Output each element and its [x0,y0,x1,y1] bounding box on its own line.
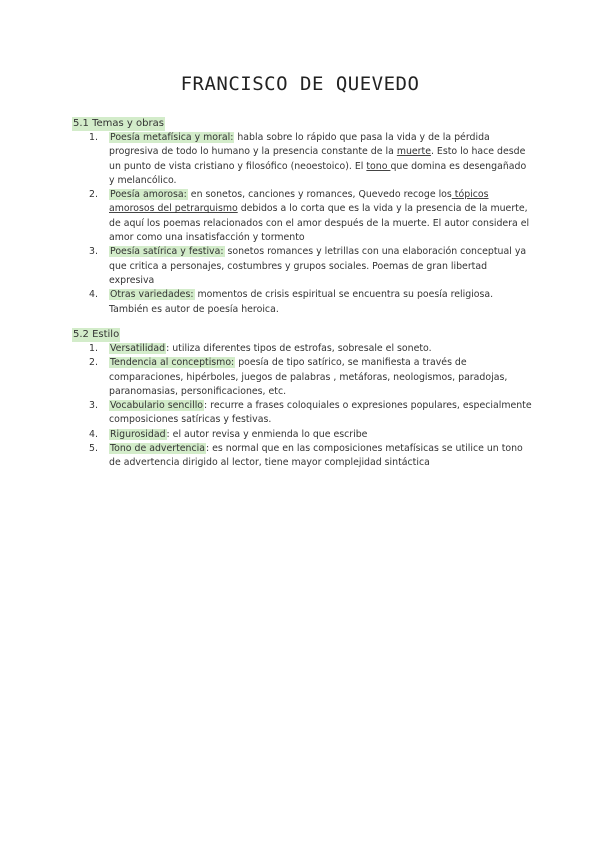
item-text: sonetos romances y letrillas con una elaboración conceptual ya que critica a personajes, costumbres y grupos sociales. Poemas de gran libertad expresiva [109,246,527,286]
item-number: 3. [89,246,98,258]
item-term: Rigurosidad [110,428,166,440]
item-term: Poesía satírica y festiva: [110,246,224,258]
list-item [72,428,532,442]
item-text: habla sobre lo rápido que pasa la vida y de la pérdida progresiva de todo lo humano y la presencia constante de la [109,132,490,158]
item-text: : utiliza diferentes tipos de estrofas, sobresale el soneto. [166,343,432,354]
item-text: : es normal que en las composiciones metafísicas se utilice un tono de advertencia dirigido al lector, tiene mayor complejidad sintáctica [109,443,523,469]
section-temas-y-obras [72,111,532,317]
list-item [72,342,532,356]
item-number: 2. [89,357,98,369]
item-number: 1. [89,132,98,143]
item-term: Tendencia al conceptismo: [110,357,235,369]
item-term: Poesía amorosa: [110,189,187,201]
item-text: en sonetos, canciones y romances, Quevedo recoge los [187,189,452,201]
list-item [72,188,532,245]
section-estilo [72,322,532,471]
document-title: FRANCISCO DE QUEVEDO [180,73,420,95]
item-number: 2. [89,189,98,201]
item-term: Vocabulario sencillo [110,400,204,412]
item-number: 5. [89,443,98,455]
style-list [72,342,532,471]
list-item [72,288,532,317]
item-text: momentos de crisis espiritual se encuentra su poesía religiosa. También es autor de poesía heroica. [109,289,494,315]
item-term: Tono de advertencia [110,443,205,455]
underlined-word: muerte [396,146,431,158]
list-item [72,245,532,288]
item-number: 1. [89,343,98,354]
topics-list [72,131,532,317]
underlined-word: tono [366,160,391,172]
item-term: Poesía metafísica y moral: [110,132,234,143]
section-heading: 5.1 Temas y obras [73,118,164,129]
item-text: : el autor revisa y enmienda lo que escribe [166,428,368,440]
item-term: Otras variedades: [110,289,194,301]
item-number: 4. [89,289,98,301]
list-item [72,356,532,399]
item-text: : recurre a frases coloquiales o expresiones populares, especialmente composiciones satíricas y festivas. [109,400,532,426]
list-item [72,442,532,471]
item-text: . Esto lo hace desde un punto de vista cristiano y filosófico (neoestoico). El [109,146,526,172]
item-number: 4. [89,428,98,440]
underlined-phrase: tópicos amorosos del petrarquismo [109,189,489,215]
item-number: 3. [89,400,98,412]
item-text: poesía de tipo satírico, se manifiesta a través de comparaciones, hipérboles, juegos de palabras , metáforas, neologismos, paradojas, paranomasias, personificaciones, etc. [109,357,508,397]
item-text: que domina es desengañado y melancólico. [109,160,527,186]
list-item [72,399,532,428]
list-item [72,131,532,188]
section-heading: 5.2 Estilo [73,329,120,340]
item-term: Versatilidad [110,343,166,354]
item-text: debidos a lo corta que es la vida y la presencia de la muerte, de aquí los poemas relacionados con el amor después de la muerte. El autor considera el amor como una insatisfacción y tormento [109,203,530,244]
